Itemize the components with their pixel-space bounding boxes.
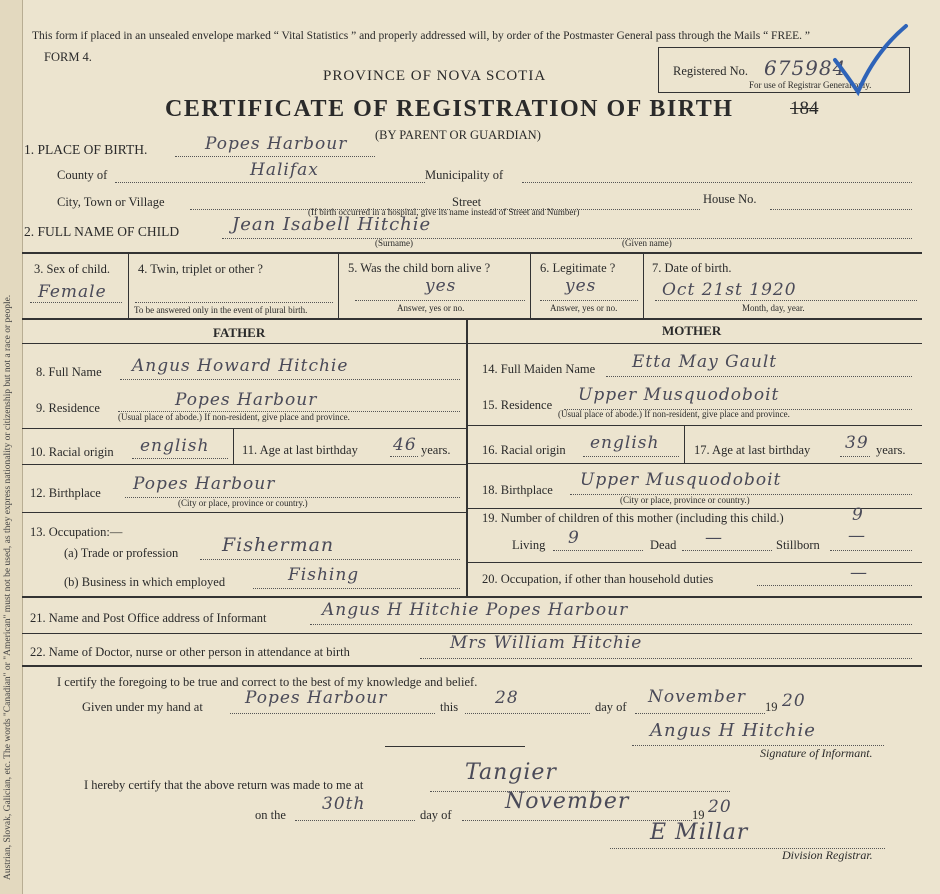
hospital-note: (If birth occurred in a hospital, give its name instead of Street and Number) bbox=[308, 207, 580, 217]
day-of-label: day of bbox=[595, 700, 627, 714]
surname-caption: (Surname) bbox=[375, 238, 413, 248]
trade-value: Fisherman bbox=[222, 534, 335, 556]
postal-note: This form if placed in an unsealed envelope marked “ Vital Statistics ” and properly addressed will, by order of the Postmaster General pass through the Mails “ FREE. ” bbox=[32, 30, 811, 42]
father-name-value: Angus Howard Hitchie bbox=[132, 356, 349, 376]
province-heading: PROVINCE OF NOVA SCOTIA bbox=[323, 68, 547, 84]
informant-signature-caption: Signature of Informant. bbox=[760, 746, 873, 760]
informant-value: Angus H Hitchie Popes Harbour bbox=[322, 600, 629, 620]
place-of-birth-label: 1. PLACE OF BIRTH. bbox=[24, 142, 148, 157]
father-birthplace-label: 12. Birthplace bbox=[30, 486, 101, 500]
mother-years: years. bbox=[876, 443, 906, 457]
sex-label: 3. Sex of child. bbox=[34, 262, 111, 276]
father-age-label: 11. Age at last birthday bbox=[242, 443, 358, 457]
doctor-label: 22. Name of Doctor, nurse or other person in attendance at birth bbox=[30, 645, 350, 659]
registrar-use-note: For use of Registrar General only. bbox=[749, 80, 872, 90]
certificate-title: CERTIFICATE OF REGISTRATION OF BIRTH bbox=[165, 96, 734, 122]
date-of-birth-note: Month, day, year. bbox=[742, 303, 805, 313]
mother-name-label: 14. Full Maiden Name bbox=[482, 362, 596, 376]
this-label: this bbox=[440, 700, 459, 714]
county-value: Halifax bbox=[250, 160, 319, 180]
year-prefix: 19 bbox=[765, 700, 778, 714]
child-name-label: 2. FULL NAME OF CHILD bbox=[24, 224, 180, 239]
legitimate-note: Answer, yes or no. bbox=[550, 303, 618, 313]
certify-statement: I certify the foregoing to be true and correct to the best of my knowledge and belief. bbox=[57, 675, 478, 689]
trade-label: (a) Trade or profession bbox=[64, 546, 179, 560]
place-of-birth-value: Popes Harbour bbox=[205, 134, 348, 154]
given-under-label: Given under my hand at bbox=[82, 700, 203, 714]
mother-occupation-value: — bbox=[850, 563, 868, 583]
city-label: City, Town or Village bbox=[57, 195, 165, 209]
legitimate-label: 6. Legitimate ? bbox=[540, 261, 616, 275]
registrar-signature-caption: Division Registrar. bbox=[782, 848, 873, 862]
dead-value: — bbox=[705, 528, 723, 548]
living-label: Living bbox=[512, 538, 546, 552]
form-number: FORM 4. bbox=[44, 50, 92, 64]
mother-residence-value: Upper Musquodoboit bbox=[578, 385, 780, 405]
margin-note: Austrian, Slovak, Galician, etc. The words "Canadian" or "American" must not be used, as they express nationality or citizenship but not a race or people. bbox=[3, 294, 13, 880]
mother-heading: MOTHER bbox=[662, 323, 722, 338]
registrar-year-prefix: 19 bbox=[692, 808, 705, 822]
date-of-birth-value: Oct 21st 1920 bbox=[662, 280, 797, 300]
stillborn-value: — bbox=[848, 526, 866, 546]
alive-label: 5. Was the child born alive ? bbox=[348, 261, 491, 275]
alive-value: yes bbox=[425, 276, 457, 296]
struck-number: 184 bbox=[790, 98, 819, 119]
father-age-value: 46 bbox=[393, 435, 417, 455]
dead-label: Dead bbox=[650, 538, 677, 552]
margin-strip bbox=[0, 0, 23, 894]
mother-racial-value: english bbox=[590, 433, 660, 453]
child-name-value: Jean Isabell Hitchie bbox=[232, 214, 432, 235]
month-value: November bbox=[648, 687, 746, 707]
registered-number: 675984 bbox=[764, 56, 847, 80]
on-the-label: on the bbox=[255, 808, 286, 822]
subtitle: (BY PARENT OR GUARDIAN) bbox=[375, 128, 541, 142]
mother-residence-label: 15. Residence bbox=[482, 398, 553, 412]
registrar-year-value: 20 bbox=[708, 797, 732, 817]
this-day-value: 28 bbox=[495, 688, 519, 708]
alive-note: Answer, yes or no. bbox=[397, 303, 465, 313]
mother-age-value: 39 bbox=[845, 433, 869, 453]
father-racial-value: english bbox=[140, 436, 210, 456]
mother-residence-note: (Usual place of abode.) If non-resident, give place and province. bbox=[558, 409, 790, 419]
father-residence-value: Popes Harbour bbox=[175, 390, 318, 410]
registrar-statement: I hereby certify that the above return was made to me at bbox=[84, 778, 364, 792]
father-heading: FATHER bbox=[213, 325, 266, 340]
twin-note: To be answered only in the event of plural birth. bbox=[134, 305, 308, 315]
registrar-month-value: November bbox=[505, 789, 630, 814]
children-count-label: 19. Number of children of this mother (including this child.) bbox=[482, 511, 784, 525]
legitimate-value: yes bbox=[565, 276, 597, 296]
registered-label: Registered No. bbox=[673, 64, 748, 78]
registrar-day-value: 30th bbox=[322, 794, 366, 814]
mother-age-label: 17. Age at last birthday bbox=[694, 443, 811, 457]
informant-label: 21. Name and Post Office address of Informant bbox=[30, 611, 267, 625]
twin-label: 4. Twin, triplet or other ? bbox=[138, 262, 263, 276]
municipality-label: Municipality of bbox=[425, 168, 504, 182]
business-value: Fishing bbox=[288, 565, 360, 585]
given-name-caption: (Given name) bbox=[622, 238, 672, 248]
mother-racial-label: 16. Racial origin bbox=[482, 443, 566, 457]
informant-signature: Angus H Hitchie bbox=[650, 720, 816, 741]
sex-value: Female bbox=[38, 282, 107, 302]
father-birthplace-note: (City or place, province or country.) bbox=[178, 498, 308, 508]
mother-name-value: Etta May Gault bbox=[632, 352, 778, 372]
occupation-label: 13. Occupation:— bbox=[30, 525, 123, 539]
house-number-label: House No. bbox=[703, 192, 757, 206]
children-count-value: 9 bbox=[852, 505, 864, 525]
registrar-signature: E Millar bbox=[650, 820, 749, 845]
county-label: County of bbox=[57, 168, 108, 182]
mother-birthplace-note: (City or place, province or country.) bbox=[620, 495, 750, 505]
doctor-value: Mrs William Hitchie bbox=[450, 633, 643, 653]
registrar-day-of-label: day of bbox=[420, 808, 452, 822]
street-label: Street bbox=[452, 195, 482, 209]
stillborn-label: Stillborn bbox=[776, 538, 820, 552]
mother-occupation-label: 20. Occupation, if other than household duties bbox=[482, 572, 714, 586]
check-mark-icon bbox=[830, 22, 910, 102]
father-residence-note: (Usual place of abode.) If non-resident, give place and province. bbox=[118, 412, 350, 422]
given-place-value: Popes Harbour bbox=[245, 688, 388, 708]
father-birthplace-value: Popes Harbour bbox=[133, 474, 276, 494]
father-racial-label: 10. Racial origin bbox=[30, 445, 114, 459]
year-value: 20 bbox=[782, 691, 806, 711]
father-name-label: 8. Full Name bbox=[36, 365, 102, 379]
date-of-birth-label: 7. Date of birth. bbox=[652, 261, 732, 275]
business-label: (b) Business in which employed bbox=[64, 575, 226, 589]
father-residence-label: 9. Residence bbox=[36, 401, 100, 415]
mother-birthplace-value: Upper Musquodoboit bbox=[580, 470, 782, 490]
living-value: 9 bbox=[568, 528, 580, 548]
registrar-place-value: Tangier bbox=[465, 760, 557, 785]
mother-birthplace-label: 18. Birthplace bbox=[482, 483, 553, 497]
father-years: years. bbox=[421, 443, 451, 457]
